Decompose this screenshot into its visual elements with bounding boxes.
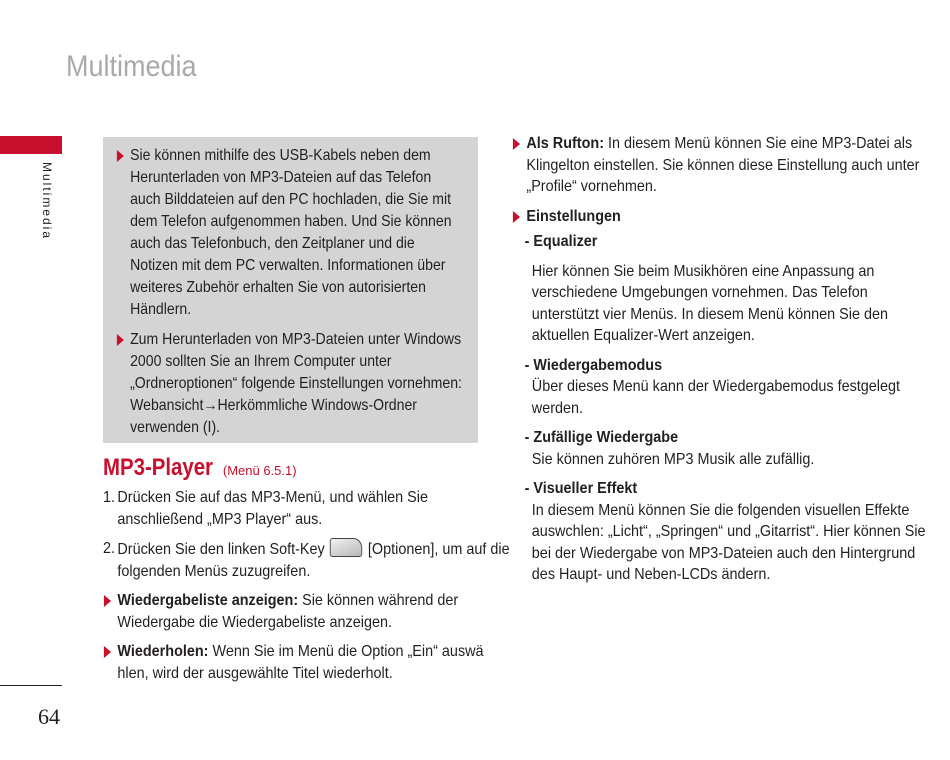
equalizer-heading: - Equalizer [524,233,598,250]
red-triangle-icon [117,150,124,162]
option-text: In diesem Menü können Sie eine MP3-Datei als Klingelton einstellen. Sie können diese Einstellung auch unter „Profile“ vornehmen. [526,135,920,195]
red-triangle-icon [513,211,520,223]
option-wiedergabeliste [103,590,515,633]
option-als-rufton [512,133,928,198]
right-column [512,133,928,586]
option-label: Einstellungen [526,207,621,225]
wiedergabemodus-text: Über dieses Menü kann der Wiedergabemodus festgelegt werden. [531,378,901,417]
step-text: Drücken Sie auf das MP3-Menü, und wählen Sie anschließend „MP3 Player“ aus. [117,489,428,528]
step-text: [Optionen], um auf die folgenden Menüs zuzugreifen. [117,541,510,580]
effekt-text: In diesem Menü können Sie die folgenden visuellen Effekte auswchlen: „Licht“, „Springen“ und „Gitarrist“. Hier können Sie bei der Wiedergabe von MP3-Dateien auch den Hintergrund des Haupt- und Neben-LCDs ändern. [531,501,926,583]
section-menu-ref: (Menü 6.5.1) [222,463,297,478]
red-triangle-icon [104,646,111,658]
chapter-title: Multimedia [66,50,197,83]
option-einstellungen [512,206,928,228]
info-bullet [116,145,463,321]
chapter-tab-marker [0,136,62,154]
wiedergabemodus-heading: - Wiedergabemodus [524,356,663,374]
red-triangle-icon [117,334,124,346]
left-softkey-icon [330,538,362,557]
equalizer-text: Hier können Sie beim Musikhören eine Anpassung an verschiedene Umgebungen vornehmen. Das Telefon unterstützt vier Menüs. In diesem Menü können Sie den aktuellen Equalizer-Wert anzeigen. [531,262,889,344]
step-number: 2. [103,540,116,557]
footer-rule [0,685,62,686]
info-box [103,137,478,443]
effekt-heading: - Visueller Effekt [524,480,638,497]
red-triangle-icon [513,138,520,150]
zufall-heading: - Zufällige Wiedergabe [524,429,679,446]
section-heading [103,454,297,482]
step-2 [103,538,515,582]
option-label: Als Rufton: [526,135,604,152]
left-column [103,487,515,692]
option-label: Wiederholen: [117,643,209,660]
option-label: Wiedergabeliste anzeigen: [117,592,299,609]
option-text: Sie können während der Wiedergabe die Wiedergabeliste anzeigen. [117,592,459,631]
step-text: Drücken Sie den linken Soft-Key [117,541,325,558]
option-text: Wenn Sie im Menü die Option „Ein“ auswä hlen, wird der ausgewählte Titel wiederholt. [117,643,484,682]
page-number: 64 [38,704,60,729]
option-wiederholen [103,641,515,684]
red-triangle-icon [104,595,111,607]
info-text: Zum Herunterladen von MP3-Dateien unter Windows 2000 sollten Sie an Ihrem Computer unter „Ordneroptionen“ folgende Einstellungen vornehmen: Webansicht→Herkömmliche Windows-Ordner verwenden (I). [130,331,462,436]
info-text: Sie können mithilfe des USB-Kabels neben dem Herunterladen von MP3-Dateien auf das Telefon auch Bilddateien auf den PC hochladen, die Sie mit dem Telefon aufgenommen haben. Und Sie können auch das Telefonbuch, den Zeitplaner und die Notizen mit dem PC verwalten. Informationen über weiteres Zubehör erhalten Sie von autorisierten Händlern. [130,147,452,318]
section-title: MP3-Player [103,454,213,481]
step-1 [103,487,515,530]
zufall-text: Sie können zuhören MP3 Musik alle zufällig. [531,450,815,468]
side-chapter-label: Multimedia [40,162,54,241]
step-number: 1. [103,489,116,506]
info-bullet [116,329,463,439]
